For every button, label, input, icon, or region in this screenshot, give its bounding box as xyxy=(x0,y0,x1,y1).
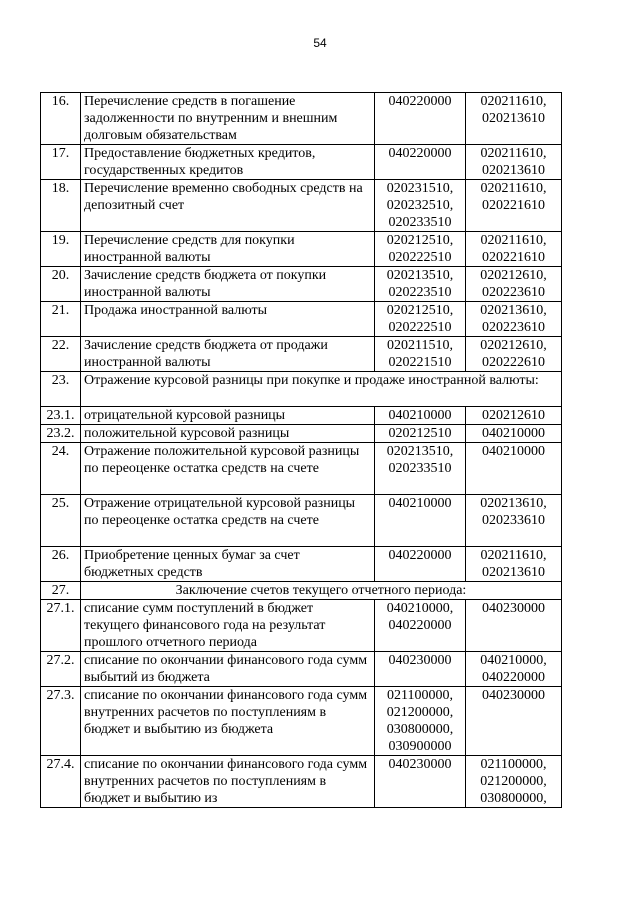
account-code: 020231510, xyxy=(386,181,454,196)
account-code: 020212510, xyxy=(386,303,454,318)
debit-accounts xyxy=(375,145,466,180)
table-row xyxy=(41,756,562,808)
account-code: 040220000 xyxy=(388,146,452,161)
account-code: 040210000, xyxy=(386,601,454,616)
credit-accounts xyxy=(466,267,562,302)
debit-accounts xyxy=(375,443,466,495)
account-code: 040210000 xyxy=(482,444,545,459)
account-code: 020213610 xyxy=(482,111,545,126)
account-code: 040210000 xyxy=(388,496,452,511)
account-code: 040230000 xyxy=(482,688,545,703)
section-heading: Заключение счетов текущего отчетного периода: xyxy=(81,582,562,600)
credit-accounts xyxy=(466,547,562,582)
operation-description: Отражение отрицательной курсовой разницы по переоценке остатка средств на счете xyxy=(81,495,375,547)
table-row xyxy=(41,443,562,495)
row-number: 20. xyxy=(41,267,81,302)
operation-description: положительной курсовой разницы xyxy=(81,425,375,443)
credit-accounts xyxy=(466,407,562,425)
account-code: 020223610 xyxy=(482,285,545,300)
account-code: 021100000, xyxy=(387,688,453,703)
account-code: 020233510 xyxy=(388,215,452,230)
credit-accounts xyxy=(466,337,562,372)
table-row xyxy=(41,267,562,302)
operation-description: Перечисление средств для покупки иностранной валюты xyxy=(81,232,375,267)
account-code: 040220000 xyxy=(482,670,545,685)
row-number: 27. xyxy=(41,582,81,600)
account-code: 020212510, xyxy=(386,233,454,248)
operation-description: Предоставление бюджетных кредитов, государственных кредитов xyxy=(81,145,375,180)
table-row xyxy=(41,302,562,337)
table-row xyxy=(41,425,562,443)
account-code: 030800000, xyxy=(386,722,454,737)
account-code: 020221610 xyxy=(482,250,545,265)
debit-accounts xyxy=(375,756,466,808)
credit-accounts xyxy=(466,600,562,652)
account-code: 020212610 xyxy=(482,408,545,423)
credit-accounts xyxy=(466,232,562,267)
row-number: 17. xyxy=(41,145,81,180)
row-number: 27.2. xyxy=(41,652,81,687)
account-code: 040220000 xyxy=(388,548,452,563)
account-code: 020221510 xyxy=(388,355,452,370)
operation-description: списание сумм поступлений в бюджет текущего финансового года на результат прошлого отчетного периода xyxy=(81,600,375,652)
row-number: 23. xyxy=(41,372,81,407)
table-row xyxy=(41,372,562,407)
row-number: 16. xyxy=(41,93,81,145)
account-code: 020221610 xyxy=(482,198,545,213)
row-number: 18. xyxy=(41,180,81,232)
row-number: 25. xyxy=(41,495,81,547)
debit-accounts xyxy=(375,180,466,232)
account-code: 020211610, xyxy=(480,94,547,109)
row-number: 21. xyxy=(41,302,81,337)
account-code: 020223510 xyxy=(388,285,452,300)
table-row xyxy=(41,145,562,180)
account-code: 030900000 xyxy=(388,739,452,754)
account-code: 040210000, xyxy=(480,653,547,668)
row-number: 23.1. xyxy=(41,407,81,425)
account-code: 020211610, xyxy=(480,548,547,563)
debit-accounts xyxy=(375,302,466,337)
account-code: 040230000 xyxy=(388,757,452,772)
operation-description: Перечисление средств в погашение задолженности по внутренним и внешним долговым обязательствам xyxy=(81,93,375,145)
account-code: 020211610, xyxy=(480,233,547,248)
row-number: 26. xyxy=(41,547,81,582)
account-code: 040220000 xyxy=(388,94,452,109)
accounting-entries-table xyxy=(40,92,562,808)
account-code: 030800000, xyxy=(480,791,547,806)
row-number: 27.3. xyxy=(41,687,81,756)
credit-accounts xyxy=(466,93,562,145)
account-code: 020213610, xyxy=(480,303,547,318)
account-code: 020213610, xyxy=(480,496,547,511)
account-code: 020213610 xyxy=(482,163,545,178)
account-code: 040230000 xyxy=(388,653,452,668)
section-heading: Отражение курсовой разницы при покупке и продаже иностранной валюты: xyxy=(81,372,562,407)
table-row xyxy=(41,495,562,547)
credit-accounts xyxy=(466,652,562,687)
debit-accounts xyxy=(375,425,466,443)
debit-accounts xyxy=(375,93,466,145)
account-code: 020222510 xyxy=(388,320,452,335)
credit-accounts xyxy=(466,180,562,232)
operation-description: Зачисление средств бюджета от покупки иностранной валюты xyxy=(81,267,375,302)
table-row xyxy=(41,232,562,267)
row-number: 27.1. xyxy=(41,600,81,652)
debit-accounts xyxy=(375,547,466,582)
account-code: 020212510 xyxy=(388,426,452,441)
account-code: 020212610, xyxy=(480,268,547,283)
account-code: 021200000, xyxy=(386,705,454,720)
debit-accounts xyxy=(375,337,466,372)
operation-description: списание по окончании финансового года сумм внутренних расчетов по поступлениям в бюджет и выбытию из xyxy=(81,756,375,808)
account-code: 020233610 xyxy=(482,513,545,528)
account-code: 020222510 xyxy=(388,250,452,265)
table-row xyxy=(41,180,562,232)
account-code: 040220000 xyxy=(388,618,452,633)
table-row xyxy=(41,652,562,687)
row-number: 22. xyxy=(41,337,81,372)
debit-accounts xyxy=(375,687,466,756)
credit-accounts xyxy=(466,425,562,443)
table-row xyxy=(41,337,562,372)
operation-description: списание по окончании финансового года сумм внутренних расчетов по поступлениям в бюджет и выбытию из бюджета xyxy=(81,687,375,756)
credit-accounts xyxy=(466,495,562,547)
row-number: 23.2. xyxy=(41,425,81,443)
table-row xyxy=(41,547,562,582)
operation-description: отрицательной курсовой разницы xyxy=(81,407,375,425)
debit-accounts xyxy=(375,407,466,425)
debit-accounts xyxy=(375,600,466,652)
debit-accounts xyxy=(375,267,466,302)
debit-accounts xyxy=(375,495,466,547)
table-row xyxy=(41,600,562,652)
account-code: 021200000, xyxy=(480,774,547,789)
operation-description: Приобретение ценных бумаг за счет бюджетных средств xyxy=(81,547,375,582)
table-row xyxy=(41,93,562,145)
table-row xyxy=(41,407,562,425)
operation-description: Продажа иностранной валюты xyxy=(81,302,375,337)
account-code: 020212610, xyxy=(480,338,547,353)
account-code: 020213610 xyxy=(482,565,545,580)
page-number: 54 xyxy=(313,36,327,50)
operation-description: списание по окончании финансового года сумм выбытий из бюджета xyxy=(81,652,375,687)
operation-description: Перечисление временно свободных средств на депозитный счет xyxy=(81,180,375,232)
debit-accounts xyxy=(375,652,466,687)
account-code: 020211610, xyxy=(480,181,547,196)
credit-accounts xyxy=(466,756,562,808)
account-code: 021100000, xyxy=(480,757,547,772)
credit-accounts xyxy=(466,687,562,756)
operation-description: Отражение положительной курсовой разницы по переоценке остатка средств на счете xyxy=(81,443,375,495)
account-code: 020213510, xyxy=(386,444,454,459)
debit-accounts xyxy=(375,232,466,267)
account-code: 020233510 xyxy=(388,461,452,476)
credit-accounts xyxy=(466,443,562,495)
table-row xyxy=(41,582,562,600)
account-code: 020213510, xyxy=(386,268,454,283)
table-row xyxy=(41,687,562,756)
account-code: 020222610 xyxy=(482,355,545,370)
account-code: 040230000 xyxy=(482,601,545,616)
account-code: 040210000 xyxy=(482,426,545,441)
account-code: 020232510, xyxy=(386,198,454,213)
row-number: 19. xyxy=(41,232,81,267)
operation-description: Зачисление средств бюджета от продажи иностранной валюты xyxy=(81,337,375,372)
row-number: 27.4. xyxy=(41,756,81,808)
credit-accounts xyxy=(466,145,562,180)
row-number: 24. xyxy=(41,443,81,495)
account-code: 020223610 xyxy=(482,320,545,335)
account-code: 020211510, xyxy=(387,338,453,353)
account-code: 040210000 xyxy=(388,408,452,423)
credit-accounts xyxy=(466,302,562,337)
account-code: 020211610, xyxy=(480,146,547,161)
